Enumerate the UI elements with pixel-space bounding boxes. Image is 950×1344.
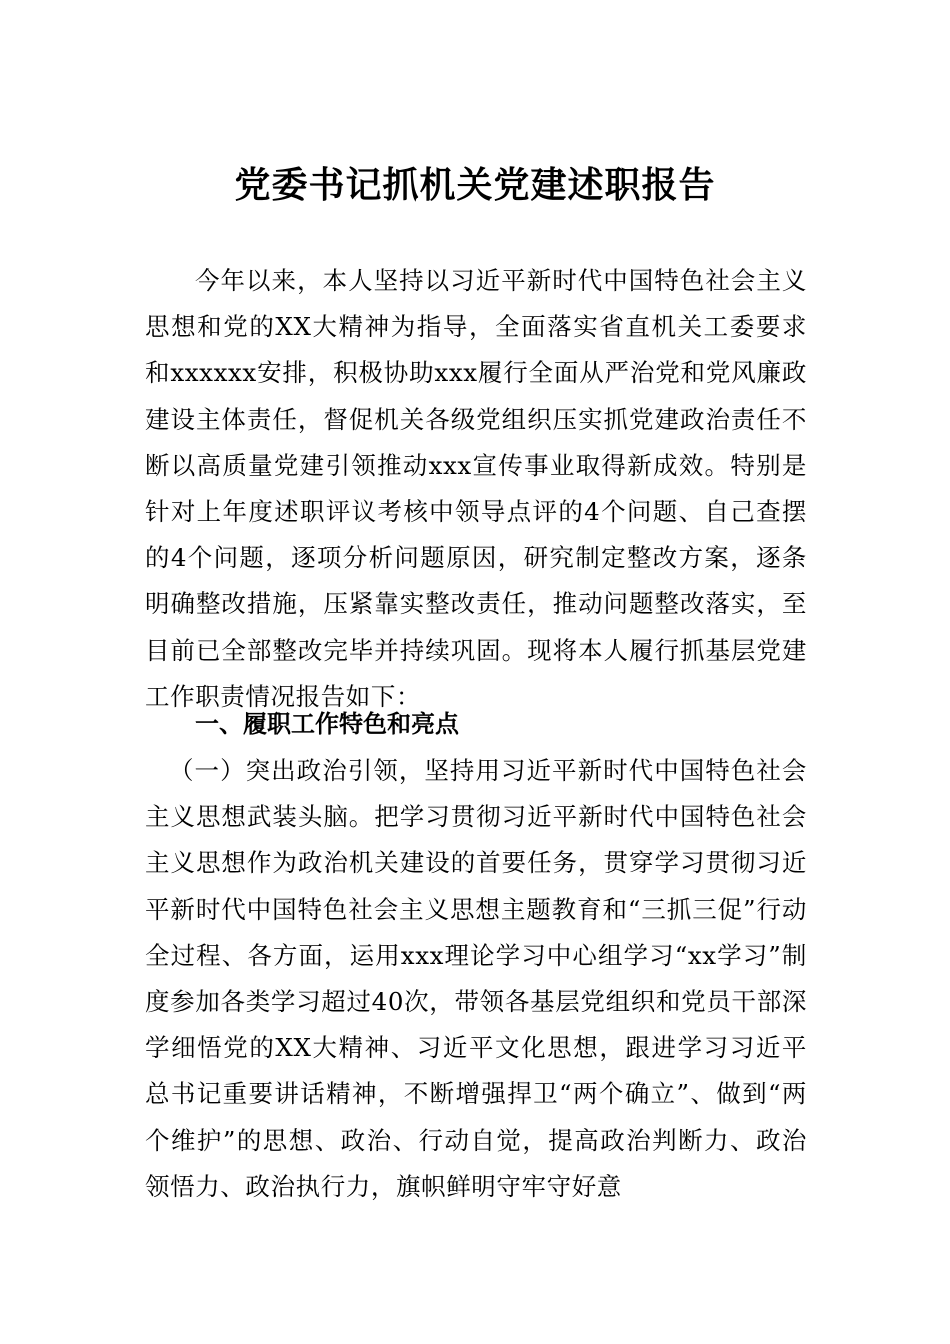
section-heading: 一、履职工作特色和亮点 [195, 710, 459, 738]
intro-paragraph: 今年以来，本人坚持以习近平新时代中国特色社会主义思想和党的XX大精神为指导，全面落实省直机关工委要求和xxxxxx安排，积极协助xxx履行全面从严治党和党风廉政建设主体责任，督促机关各级党组织压实抓党建政治责任不断以高质量党建引领推动xxx宣传事业取得新成效。特别是针对上年度述职评议考核中领导点评的4个问题、自己查摆的4个问题，逐项分析问题原因，研究制定整改方案，逐条明确整改措施，压紧靠实整改责任，推动问题整改落实，至目前已全部整改完毕并持续巩固。现将本人履行抓基层党建工作职责情况报告如下： [145, 266, 807, 711]
subsection-paragraph: （一）突出政治引领，坚持用习近平新时代中国特色社会主义思想武装头脑。把学习贯彻习近平新时代中国特色社会主义思想作为政治机关建设的首要任务，贯穿学习贯彻习近平新时代中国特色社会主义思想主题教育和“三抓三促”行动全过程、各方面，运用xxx理论学习中心组学习“xx学习”制度参加各类学习超过40次，带领各基层党组织和党员干部深学细悟党的XX大精神、习近平文化思想，跟进学习习近平总书记重要讲话精神，不断增强捍卫“两个确立”、做到“两个维护”的思想、政治、行动自觉，提高政治判断力、政治领悟力、政治执行力，旗帜鲜明守牢守好意 [145, 756, 807, 1201]
document-title: 党委书记抓机关党建述职报告 [234, 164, 716, 206]
